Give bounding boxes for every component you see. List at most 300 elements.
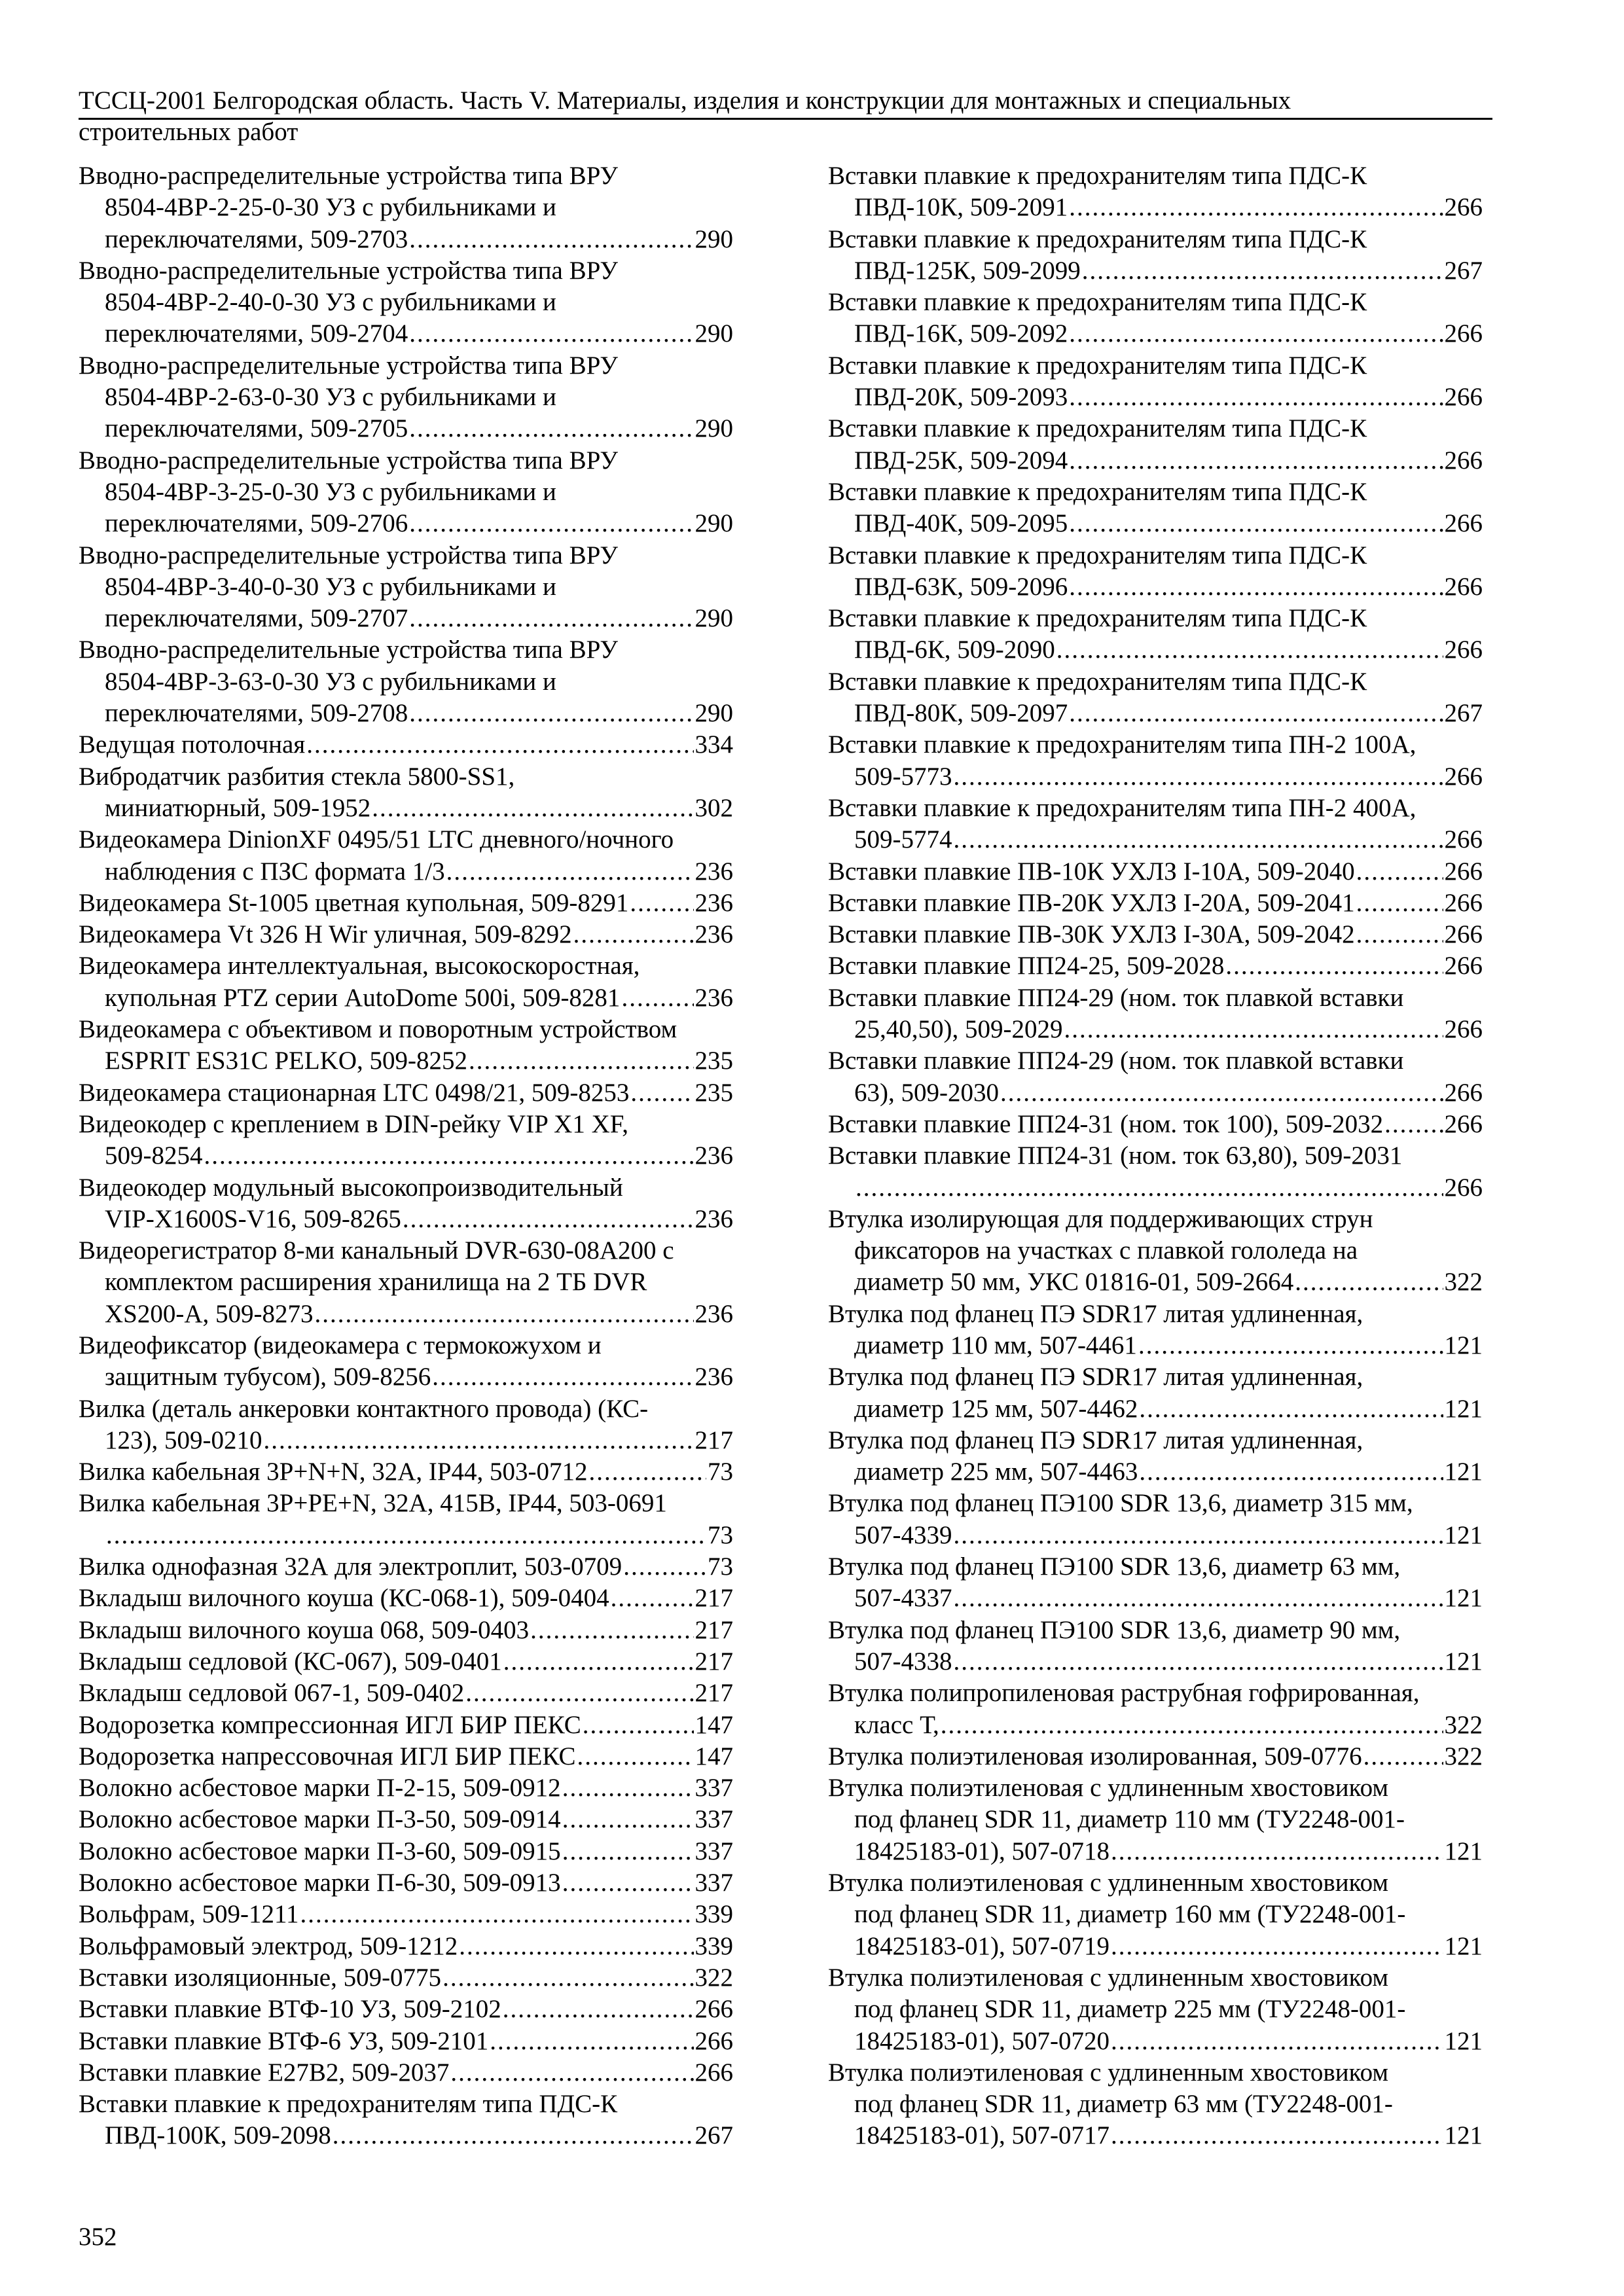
entry-text: 18425183-01), 507-0718	[854, 1837, 1110, 1865]
entry-text: Видеокамера St-1005 цветная купольная, 509-8291	[79, 888, 629, 917]
entry-text: миниатюрный, 509-1952	[105, 793, 371, 822]
index-entry	[79, 1235, 733, 1330]
index-entry	[828, 1488, 1483, 1551]
dot-leader	[1111, 1836, 1443, 1867]
index-entry	[828, 1045, 1483, 1109]
index-entry	[828, 1551, 1483, 1615]
index-entry	[828, 350, 1483, 414]
entry-page: 121	[1444, 1931, 1483, 1960]
dot-leader	[306, 729, 693, 761]
entry-last-line	[79, 1677, 733, 1709]
entry-page: 266	[1444, 193, 1483, 222]
entry-page: 217	[695, 1584, 733, 1613]
dot-leader	[204, 1140, 694, 1172]
entry-last-line	[828, 698, 1483, 729]
entry-last-line	[828, 382, 1483, 413]
entry-last-line	[828, 1646, 1483, 1677]
entry-last-line	[828, 1836, 1483, 1867]
entry-text: наблюдения с ПЗС формата 1/3	[105, 857, 445, 886]
entry-page: 266	[1444, 636, 1483, 664]
entry-last-line	[828, 445, 1483, 476]
index-entry	[79, 350, 733, 445]
entry-page: 121	[1444, 2026, 1483, 2055]
entry-last-line	[828, 888, 1483, 919]
entry-text: Вкладыш вилочного коуша 068, 509-0403	[79, 1615, 530, 1644]
index-entry	[79, 950, 733, 1014]
entry-page: 266	[1444, 1109, 1483, 1138]
index-entry	[828, 856, 1483, 888]
dot-leader	[562, 1772, 694, 1804]
dot-leader	[409, 318, 693, 350]
entry-page: 217	[695, 1647, 733, 1676]
entry-last-line	[79, 1615, 733, 1646]
dot-leader	[611, 1583, 694, 1614]
entry-line: Втулка полиэтиленовая с удлиненным хвостовиком	[828, 1963, 1389, 1992]
entry-last-line	[79, 1867, 733, 1899]
entry-text: 18425183-01), 507-0719	[854, 1931, 1110, 1960]
dot-leader	[621, 982, 693, 1014]
entry-page: 339	[695, 1931, 733, 1960]
index-entry	[828, 1140, 1483, 1204]
entry-line: Вставки плавкие к предохранителям типа ПДС-К	[828, 414, 1367, 443]
entry-text: ПВД-25К, 509-2094	[854, 446, 1068, 475]
index-entry	[79, 160, 733, 255]
dot-leader	[1356, 856, 1443, 888]
dot-leader	[333, 2120, 694, 2151]
entry-page: 266	[1444, 572, 1483, 601]
dot-leader	[1064, 1014, 1443, 1045]
index-entry	[79, 2057, 733, 2089]
entry-text: Вкладыш седловой (КС-067), 509-0401	[79, 1647, 502, 1676]
entry-text: переключателями, 509-2704	[105, 319, 408, 348]
entry-text: Вольфрам, 509-1211	[79, 1900, 299, 1929]
index-entry	[828, 2057, 1483, 2152]
entry-line: Втулка под фланец ПЭ SDR17 литая удлиненная,	[828, 1426, 1363, 1454]
dot-leader	[1138, 1330, 1443, 1361]
dot-leader	[409, 698, 693, 729]
entry-last-line	[828, 571, 1483, 603]
entry-page: 337	[695, 1805, 733, 1834]
index-entry	[79, 1330, 733, 1393]
entry-line: Втулка полиэтиленовая с удлиненным хвостовиком	[828, 1869, 1389, 1897]
dot-leader	[1069, 192, 1443, 223]
entry-line: Вставки плавкие к предохранителям типа ПДС-К	[828, 162, 1367, 190]
dot-leader	[106, 1520, 706, 1551]
entry-page: 235	[695, 1078, 733, 1107]
entry-last-line	[79, 793, 733, 824]
entry-last-line	[79, 318, 733, 350]
index-entry	[828, 224, 1483, 287]
entry-line: Вставки плавкие к предохранителям типа ПДС-К	[828, 351, 1367, 380]
index-entry	[828, 793, 1483, 856]
entry-page: 236	[695, 1141, 733, 1170]
entry-line: Видеокодер модульный высокопроизводительный	[79, 1173, 623, 1202]
index-entry	[79, 1488, 733, 1551]
entry-last-line	[828, 1266, 1483, 1298]
entry-page: 339	[695, 1900, 733, 1929]
index-entry	[828, 919, 1483, 950]
entry-text: Вкладыш седловой 067-1, 509-0402	[79, 1679, 465, 1708]
index-entry	[828, 476, 1483, 540]
entry-last-line	[79, 1710, 733, 1741]
entry-page: 236	[695, 983, 733, 1012]
dot-leader	[630, 1077, 693, 1109]
index-entry	[79, 1393, 733, 1457]
dot-leader	[630, 888, 693, 919]
dot-leader	[403, 1204, 694, 1235]
entry-line: 8504-4ВР-2-40-0-30 УЗ с рубильниками и	[105, 288, 556, 317]
entry-last-line	[79, 1425, 733, 1456]
entry-text: ПВД-63К, 509-2096	[854, 572, 1068, 601]
entry-text: диаметр 125 мм, 507-4462	[854, 1394, 1138, 1423]
index-entry	[79, 1551, 733, 1583]
entry-page: 235	[695, 1047, 733, 1075]
header-rule	[79, 118, 1492, 120]
entry-page: 267	[695, 2121, 733, 2150]
entry-last-line	[828, 508, 1483, 539]
entry-page: 322	[1444, 1710, 1483, 1739]
entry-line: Вводно-распределительные устройства типа ВРУ	[79, 636, 618, 664]
index-entry	[828, 540, 1483, 603]
dot-leader	[1000, 1077, 1443, 1109]
dot-leader	[1056, 634, 1443, 666]
entry-line: Вводно-распределительные устройства типа ВРУ	[79, 446, 618, 475]
entry-line: Видеокодер с креплением в DIN-рейку VIP X1 XF,	[79, 1109, 629, 1138]
dot-leader	[300, 1899, 694, 1930]
entry-text: Видеокамера Vt 326 H Wir уличная, 509-8292	[79, 920, 572, 949]
entry-line: Вводно-распределительные устройства типа ВРУ	[79, 162, 618, 190]
entry-page: 266	[1444, 1173, 1483, 1202]
entry-text: Вставки плавкие ПВ-10К УХЛЗ I-10А, 509-2040	[828, 857, 1355, 886]
index-entry	[79, 729, 733, 761]
dot-leader	[562, 1836, 694, 1867]
entry-line: Вилка кабельная 3P+PE+N, 32А, 415В, IP44, 503-0691	[79, 1489, 667, 1518]
dot-leader	[409, 413, 693, 444]
index-entry	[828, 603, 1483, 666]
dot-leader	[1111, 1931, 1443, 1962]
entry-page: 266	[1444, 383, 1483, 412]
dot-leader	[562, 1804, 694, 1835]
dot-leader	[954, 1646, 1443, 1677]
dot-leader	[954, 1520, 1443, 1551]
entry-text: Вилка кабельная 3P+N+N, 32А, IP44, 503-0712	[79, 1458, 588, 1486]
dot-leader	[263, 1425, 693, 1456]
entry-page: 266	[1444, 509, 1483, 538]
index-entry	[828, 1204, 1483, 1299]
dot-leader	[1356, 919, 1443, 950]
entry-page: 302	[695, 793, 733, 822]
entry-line: под фланец SDR 11, диаметр 160 мм (ТУ2248-001-	[854, 1900, 1406, 1929]
entry-last-line	[79, 982, 733, 1014]
dot-leader	[503, 1646, 694, 1677]
entry-page: 147	[695, 1710, 733, 1739]
dot-leader	[409, 603, 693, 634]
dot-leader	[1139, 1393, 1443, 1425]
dot-leader	[573, 919, 694, 950]
index-entry	[79, 1583, 733, 1614]
entry-last-line	[79, 1931, 733, 1962]
entry-line: Вставки плавкие к предохранителям типа ПДС-К	[828, 604, 1367, 633]
entry-page: 322	[1444, 1742, 1483, 1770]
index-entry	[828, 1109, 1483, 1140]
page-number: 352	[79, 2223, 117, 2251]
entry-last-line	[828, 1741, 1483, 1772]
entry-line: Видеофиксатор (видеокамера с термокожухом и	[79, 1331, 602, 1359]
entry-text: Вставки плавкие ПВ-30К УХЛЗ I-30А, 509-2042	[828, 920, 1355, 949]
dot-leader	[503, 1994, 694, 2025]
entry-line: Вставки плавкие ПП24-29 (ном. ток плавкой вставки	[828, 1047, 1404, 1075]
entry-last-line	[828, 919, 1483, 950]
entry-line: Вибродатчик разбития стекла 5800-SS1,	[79, 762, 515, 791]
entry-text: переключателями, 509-2706	[105, 509, 408, 538]
entry-page: 266	[1444, 762, 1483, 791]
entry-text: ПВД-20К, 509-2093	[854, 383, 1068, 412]
entry-line: Вставки плавкие к предохранителям типа ПДС-К	[828, 288, 1367, 317]
index-entry	[79, 1109, 733, 1172]
entry-page: 236	[695, 1363, 733, 1391]
entry-last-line	[79, 2026, 733, 2057]
entry-line: 8504-4ВР-3-63-0-30 УЗ с рубильниками и	[105, 667, 556, 696]
dot-leader	[1111, 2120, 1443, 2151]
entry-text: переключателями, 509-2703	[105, 224, 408, 253]
dot-leader	[459, 1931, 693, 1962]
entry-page: 266	[1444, 825, 1483, 854]
entry-last-line	[828, 761, 1483, 793]
index-entry	[79, 888, 733, 919]
entry-text: ПВД-10К, 509-2091	[854, 193, 1068, 222]
entry-last-line	[828, 824, 1483, 855]
index-entry	[79, 919, 733, 950]
entry-line: Видеокамера интеллектуальная, высокоскоростная,	[79, 952, 640, 980]
entry-last-line	[828, 950, 1483, 982]
entry-page: 266	[1444, 952, 1483, 980]
index-entry	[79, 2089, 733, 2152]
entry-text: 123), 509-0210	[105, 1426, 262, 1454]
entry-last-line	[79, 919, 733, 950]
entry-text: Волокно асбестовое марки П-6-30, 509-0913	[79, 1869, 561, 1897]
entry-text: ПВД-6К, 509-2090	[854, 636, 1055, 664]
entry-text: переключателями, 509-2705	[105, 414, 408, 443]
entry-text: Вставки изоляционные, 509-0775	[79, 1963, 442, 1992]
dot-leader	[450, 2057, 693, 2089]
index-entry	[79, 1867, 733, 1899]
entry-page: 322	[1444, 1268, 1483, 1297]
index-entry	[79, 255, 733, 350]
entry-text: Вставки плавкие ВТФ-6 УЗ, 509-2101	[79, 2026, 489, 2055]
entry-last-line	[828, 1014, 1483, 1045]
entry-page: 73	[708, 1458, 733, 1486]
index-entry	[79, 1077, 733, 1109]
entry-page: 322	[695, 1963, 733, 1992]
entry-text: ПВД-40К, 509-2095	[854, 509, 1068, 538]
entry-last-line	[79, 1772, 733, 1804]
entry-line: Видеокамера с объективом и поворотным устройством	[79, 1015, 677, 1044]
index-entry	[828, 1962, 1483, 2057]
entry-text: 507-4337	[854, 1584, 952, 1613]
index-entry	[79, 1646, 733, 1677]
entry-page: 217	[695, 1426, 733, 1454]
entry-last-line	[79, 698, 733, 729]
running-header	[79, 85, 1492, 148]
entry-page: 334	[695, 730, 733, 759]
entry-line: Вставки плавкие ПП24-31 (ном. ток 63,80), 509-2031	[828, 1141, 1403, 1170]
entry-page: 266	[1444, 446, 1483, 475]
entry-page: 266	[1444, 920, 1483, 949]
entry-line: Втулка полиэтиленовая с удлиненным хвостовиком	[828, 2058, 1389, 2087]
index-entry	[828, 950, 1483, 982]
entry-line: 8504-4ВР-3-40-0-30 УЗ с рубильниками и	[105, 572, 556, 601]
entry-last-line	[828, 2120, 1483, 2151]
entry-page: 266	[695, 2058, 733, 2087]
index-entry	[79, 1172, 733, 1236]
entry-line: Вставки плавкие к предохранителям типа ПДС-К	[79, 2090, 618, 2119]
index-entry	[828, 287, 1483, 350]
entry-page: 236	[695, 1204, 733, 1233]
entry-last-line	[79, 1583, 733, 1614]
entry-text: 18425183-01), 507-0717	[854, 2121, 1110, 2150]
entry-last-line	[828, 634, 1483, 666]
entry-page: 266	[695, 1995, 733, 2024]
index-entry	[79, 1615, 733, 1646]
entry-text: переключателями, 509-2708	[105, 699, 408, 728]
index-entry	[79, 1710, 733, 1741]
entry-text: ПВД-80К, 509-2097	[854, 699, 1068, 728]
dot-leader	[1111, 2026, 1443, 2057]
dot-leader	[954, 761, 1443, 793]
entry-last-line	[79, 1551, 733, 1583]
entry-last-line	[828, 1330, 1483, 1361]
entry-last-line	[79, 1520, 733, 1551]
header-line-2: строительных работ	[79, 118, 298, 146]
entry-text: переключателями, 509-2707	[105, 604, 408, 633]
entry-last-line	[828, 1583, 1483, 1614]
entry-line: Втулка под фланец ПЭ100 SDR 13,6, диаметр 63 мм,	[828, 1552, 1401, 1581]
entry-text: 507-4338	[854, 1647, 952, 1676]
entry-text: ESPRIT ES31C PELKO, 509-8252	[105, 1047, 467, 1075]
dot-leader	[409, 508, 693, 539]
dot-leader	[1069, 445, 1443, 476]
entry-line: Вставки плавкие к предохранителям типа ПДС-К	[828, 667, 1367, 696]
entry-page: 236	[695, 857, 733, 886]
dot-leader	[315, 1299, 694, 1330]
entry-last-line	[79, 1646, 733, 1677]
entry-line: Вставки плавкие к предохранителям типа ПДС-К	[828, 541, 1367, 569]
entry-page: 73	[708, 1552, 733, 1581]
entry-last-line	[79, 508, 733, 539]
entry-text: Волокно асбестовое марки П-2-15, 509-0912	[79, 1774, 561, 1803]
entry-last-line	[828, 1456, 1483, 1488]
entry-text: Видеокамера стационарная LTC 0498/21, 509-8253	[79, 1078, 630, 1107]
entry-line: под фланец SDR 11, диаметр 110 мм (ТУ2248-001-	[854, 1805, 1405, 1834]
entry-line: Вставки плавкие к предохранителям типа ПДС-К	[828, 477, 1367, 506]
dot-leader	[490, 2026, 693, 2057]
index-entry	[828, 1772, 1483, 1867]
entry-line: Вводно-распределительные устройства типа ВРУ	[79, 351, 618, 380]
index-entry	[79, 1741, 733, 1772]
entry-text: Вольфрамовый электрод, 509-1212	[79, 1931, 458, 1960]
entry-line: Вводно-распределительные устройства типа ВРУ	[79, 256, 618, 285]
dot-leader	[469, 1045, 694, 1077]
entry-text: ПВД-16К, 509-2092	[854, 319, 1068, 348]
dot-leader	[530, 1615, 693, 1646]
entry-page: 337	[695, 1869, 733, 1897]
dot-leader	[372, 793, 693, 824]
entry-last-line	[79, 2057, 733, 2089]
entry-text: класс Т,	[854, 1710, 939, 1739]
entry-page: 236	[695, 888, 733, 917]
index-entry	[828, 1615, 1483, 1678]
entry-page: 121	[1444, 1647, 1483, 1676]
entry-text: 507-4339	[854, 1520, 952, 1549]
entry-text: Волокно асбестовое марки П-3-60, 509-0915	[79, 1837, 561, 1865]
entry-last-line	[79, 603, 733, 634]
entry-page: 290	[695, 604, 733, 633]
index-entry	[79, 1899, 733, 1930]
index-entry	[828, 888, 1483, 919]
entry-last-line	[79, 224, 733, 255]
entry-last-line	[79, 2120, 733, 2151]
entry-page: 217	[695, 1679, 733, 1708]
entry-text: Вкладыш вилочного коуша (КС-068-1), 509-0404	[79, 1584, 609, 1613]
entry-text: ПВД-100К, 509-2098	[105, 2121, 331, 2150]
entry-page: 266	[1444, 1015, 1483, 1044]
index-entry	[828, 1299, 1483, 1362]
entry-last-line	[828, 856, 1483, 888]
index-entry	[79, 1772, 733, 1804]
dot-leader	[1069, 318, 1443, 350]
entry-page: 73	[708, 1520, 733, 1549]
entry-page: 266	[1444, 888, 1483, 917]
entry-line: 8504-4ВР-3-25-0-30 УЗ с рубильниками и	[105, 477, 556, 506]
entry-text: XS200-A, 509-8273	[105, 1299, 314, 1328]
index-entry	[828, 1425, 1483, 1488]
index-entry	[79, 1677, 733, 1709]
dot-leader	[954, 824, 1443, 855]
entry-line: под фланец SDR 11, диаметр 63 мм (ТУ2248-001-	[854, 2090, 1393, 2119]
entry-last-line	[79, 1741, 733, 1772]
index-entry	[828, 413, 1483, 476]
entry-line: Видеорегистратор 8-ми канальный DVR-630-08A200 с	[79, 1236, 674, 1265]
entry-page: 266	[1444, 319, 1483, 348]
dot-leader	[623, 1551, 706, 1583]
entry-line: 8504-4ВР-2-25-0-30 УЗ с рубильниками и	[105, 193, 556, 222]
entry-last-line	[79, 1456, 733, 1488]
index-entry	[828, 1867, 1483, 1962]
entry-last-line	[79, 1140, 733, 1172]
entry-line: Втулка под фланец ПЭ SDR17 литая удлиненная,	[828, 1299, 1363, 1328]
entry-page: 236	[695, 1299, 733, 1328]
entry-text: Вставки плавкие ПП24-31 (ном. ток 100), 509-2032	[828, 1109, 1384, 1138]
entry-last-line	[828, 1393, 1483, 1425]
entry-line: Вилка (деталь анкеровки контактного провода) (КС-	[79, 1394, 649, 1423]
index-entry	[79, 761, 733, 825]
entry-last-line	[79, 1962, 733, 1994]
entry-last-line	[79, 1994, 733, 2025]
entry-line: комплектом расширения хранилища на 2 ТБ DVR	[105, 1268, 647, 1297]
dot-leader	[1069, 698, 1443, 729]
entry-text: купольная PTZ серии AutoDome 500i, 509-8281	[105, 983, 621, 1012]
entry-page: 337	[695, 1774, 733, 1803]
entry-line: Вводно-распределительные устройства типа ВРУ	[79, 541, 618, 569]
entry-line: фиксаторов на участках с плавкой гололеда на	[854, 1236, 1358, 1265]
index-entry	[79, 1931, 733, 1962]
index-entry	[79, 1804, 733, 1835]
entry-line: под фланец SDR 11, диаметр 225 мм (ТУ2248-001-	[854, 1995, 1406, 2024]
entry-last-line	[828, 1520, 1483, 1551]
entry-last-line	[79, 1804, 733, 1835]
entry-last-line	[828, 1172, 1483, 1204]
entry-text: VIP-X1600S-V16, 509-8265	[105, 1204, 401, 1233]
